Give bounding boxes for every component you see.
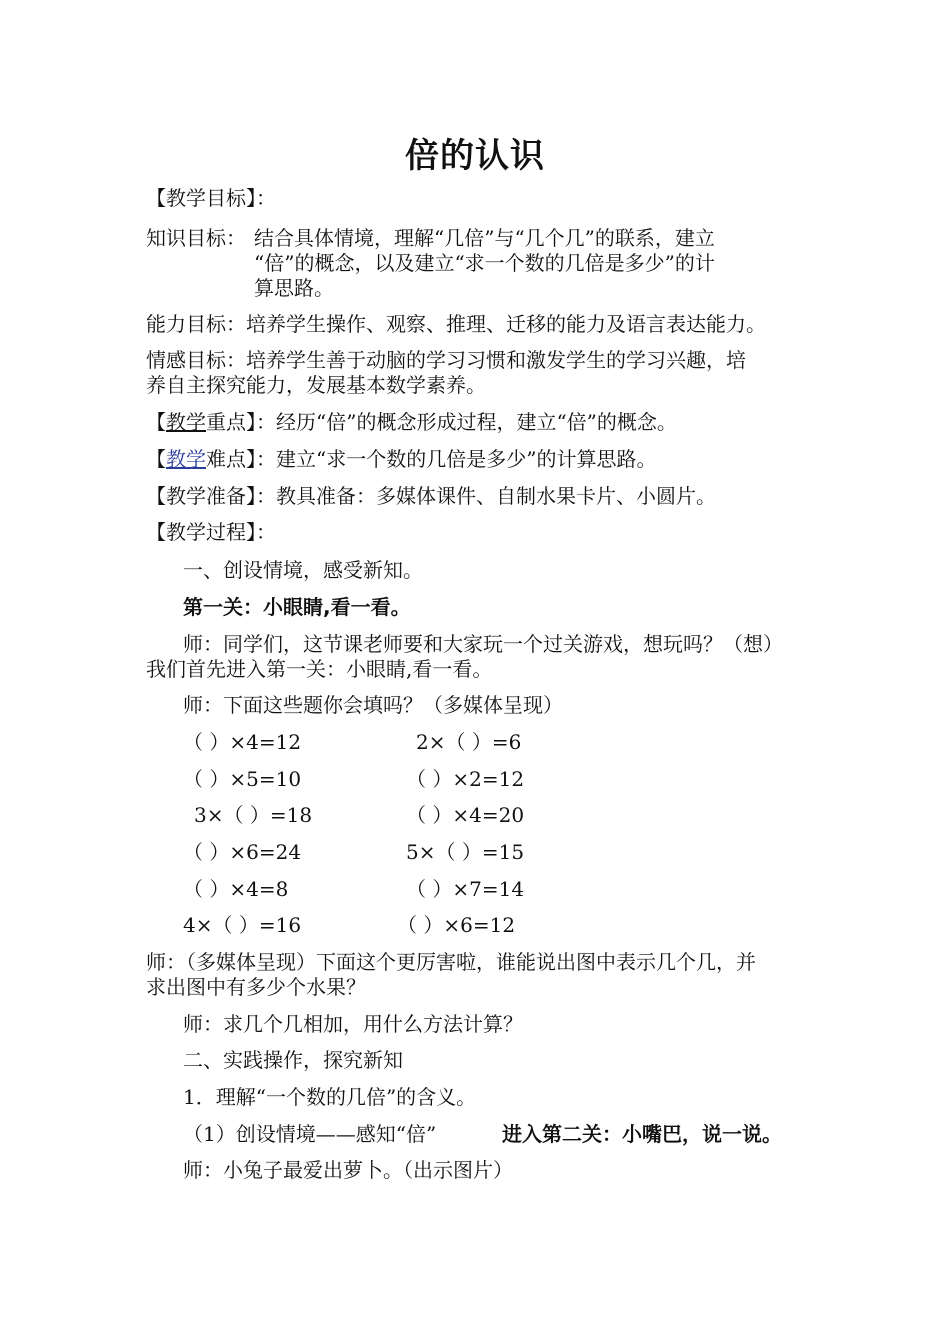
equation-left: （ ）×5=10 (183, 767, 302, 791)
section-one-heading: 一、创设情境，感受新知。 (183, 558, 423, 582)
teacher-line3-b: 求出图中有多少个水果？ (146, 975, 366, 999)
equation-left: 3×（ ）=18 (194, 803, 313, 827)
teaching-prep: 【教学准备】：教具准备：多媒体课件、自制水果卡片、小圆片。 (146, 484, 716, 508)
focus-text: 重点】：经历“倍”的概念形成过程，建立“倍”的概念。 (206, 410, 677, 434)
equation-left: （ ）×6=24 (183, 840, 302, 864)
equation-left: 4×（ ）=16 (183, 913, 302, 937)
difficulty-text: 难点】：建立“求一个数的几倍是多少”的计算思路。 (206, 447, 657, 471)
emotion-goal-line2: 养自主探究能力，发展基本数学素养。 (146, 373, 486, 397)
focus-keyword: 教学 (166, 410, 206, 434)
difficulty-link[interactable]: 教学 (166, 447, 206, 471)
section-two-heading: 二、实践操作，探究新知 (183, 1048, 403, 1072)
knowledge-goal-label: 知识目标： (146, 226, 246, 250)
goals-heading: 【教学目标】： (146, 186, 276, 210)
teacher-line3-a: 师：（多媒体呈现）下面这个更厉害啦，谁能说出图中表示几个几，并 (146, 950, 756, 974)
teacher-line1-b: 我们首先进入第一关：小眼睛,看一看。 (146, 657, 493, 681)
level-one-heading: 第一关：小眼睛,看一看。 (183, 595, 411, 619)
page-title: 倍的认识 (405, 136, 545, 176)
teaching-focus (146, 410, 677, 435)
process-heading: 【教学过程】： (146, 520, 276, 544)
equation-right: （ ）×6=12 (397, 913, 516, 937)
equation-right: （ ）×4=20 (406, 803, 525, 827)
difficulty-open-bracket: 【 (146, 447, 166, 471)
focus-open-bracket: 【 (146, 410, 166, 434)
knowledge-goal-line2: “倍”的概念，以及建立“求一个数的几倍是多少”的计 (254, 251, 715, 275)
equation-right: （ ）×2=12 (406, 767, 525, 791)
teacher-line5: 师：小兔子最爱出萝卜。（出示图片） (183, 1158, 513, 1182)
equation-left: （ ）×4=12 (183, 730, 302, 754)
teacher-line4: 师：求几个几相加，用什么方法计算？ (183, 1012, 523, 1036)
equation-right: 5×（ ）=15 (406, 840, 525, 864)
equation-right: 2×（ ）=6 (416, 730, 522, 754)
teacher-line2: 师：下面这些题你会填吗？（多媒体呈现） (183, 693, 563, 717)
teacher-line1-a: 师：同学们，这节课老师要和大家玩一个过关游戏，想玩吗？（想） (183, 632, 783, 656)
equation-right: （ ）×7=14 (406, 877, 525, 901)
equation-left: （ ）×4=8 (183, 877, 289, 901)
ability-goal: 能力目标：培养学生操作、观察、推理、迁移的能力及语言表达能力。 (146, 312, 766, 336)
teaching-difficulty (146, 447, 656, 472)
knowledge-goal-line3: 算思路。 (254, 276, 334, 300)
knowledge-goal-line1: 结合具体情境，理解“几倍”与“几个几”的联系，建立 (254, 226, 715, 250)
emotion-goal-line1: 情感目标：培养学生善于动脑的学习习惯和激发学生的学习兴趣，培 (146, 348, 746, 372)
sub-point-one: （1）创设情境——感知“倍” (183, 1122, 437, 1146)
level-two-heading: 进入第二关：小嘴巴，说一说。 (502, 1122, 782, 1146)
point-one: 1．理解“一个数的几倍”的含义。 (183, 1085, 477, 1109)
